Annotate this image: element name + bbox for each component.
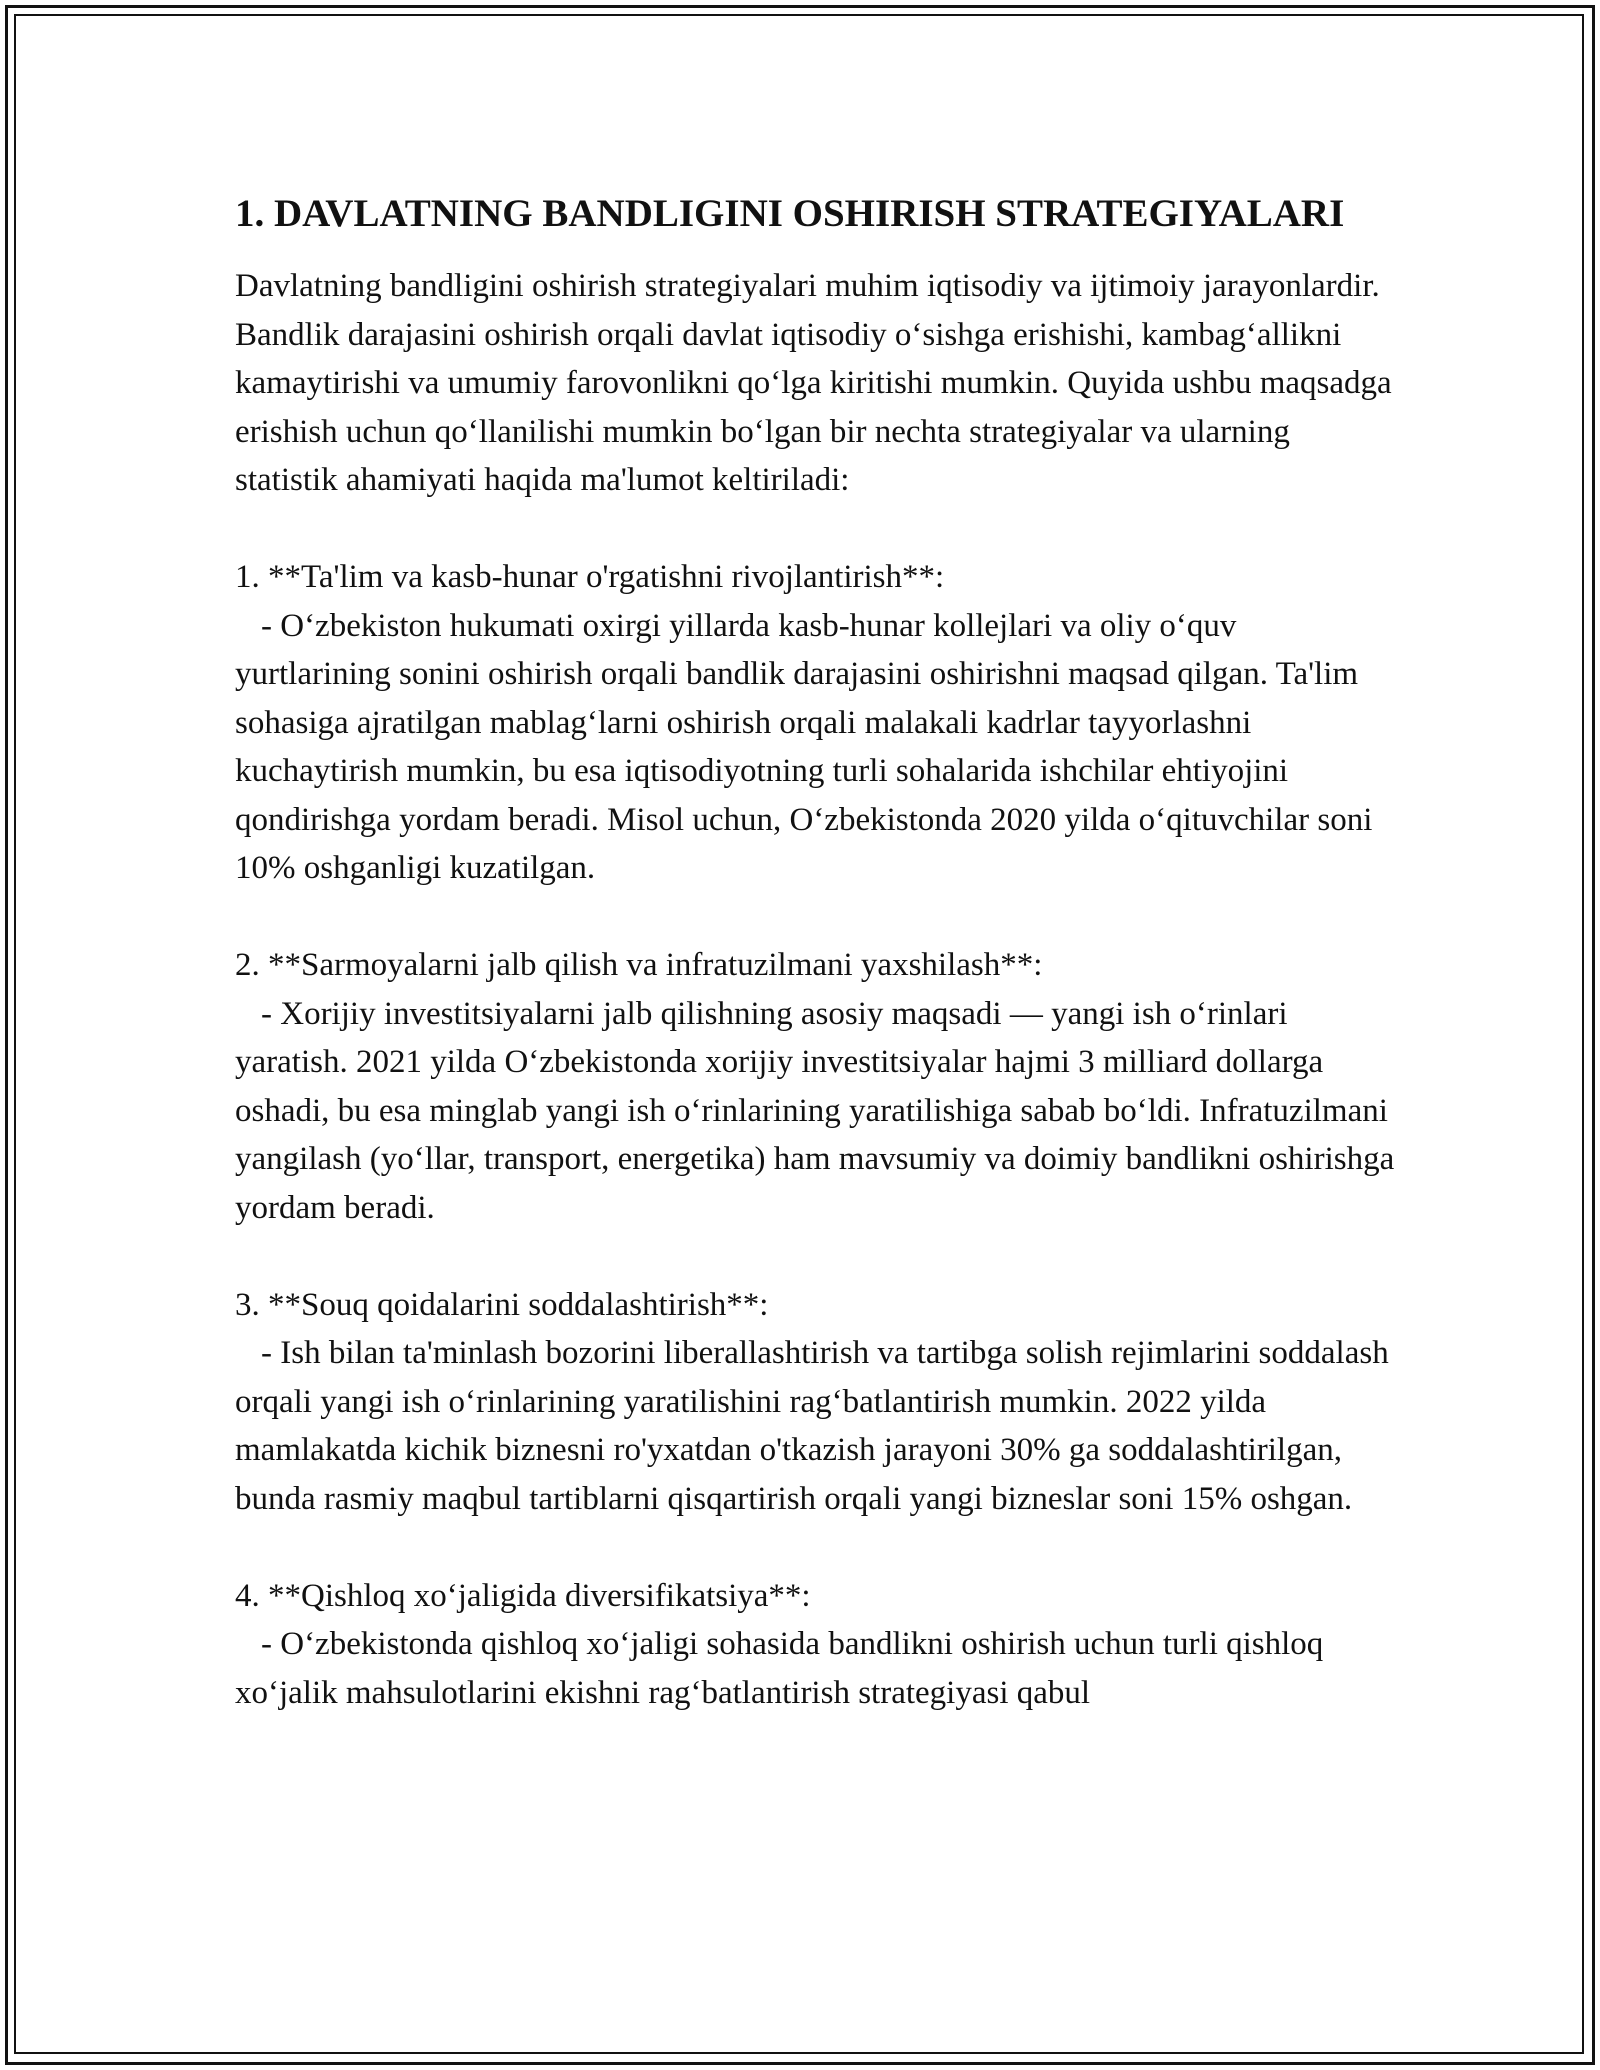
section-3 xyxy=(235,1281,1395,1524)
section-1 xyxy=(235,553,1395,893)
section-body: - Xorijiy investitsiyalarni jalb qilishning asosiy maqsadi — yangi ish o‘rinlari yaratish. 2021 yilda O‘zbekistonda xorijiy investitsiyalar hajmi 3 milliard dollarga oshadi, bu esa minglab yangi ish o‘rinlarining yaratilishiga sabab bo‘ldi. Infratuzilmani yangilash (yo‘llar, transport, energetika) ham mavsumiy va doimiy bandlikni oshirishga yordam beradi. xyxy=(235,995,1395,1226)
section-heading: 1. **Ta'lim va kasb-hunar o'rgatishni rivojlantirish**: xyxy=(235,559,945,595)
paragraph-gap xyxy=(235,1232,1395,1281)
section-body: - Ish bilan ta'minlash bozorini liberallashtirish va tartibga solish rejimlarini soddalash orqali yangi ish o‘rinlarining yaratilishini rag‘batlantirish mumkin. 2022 yilda mamlakatda kichik biznesni ro'yxatdan o'tkazish jarayoni 30% ga soddalashtirilgan, bunda rasmiy maqbul tartiblarni qisqartirish orqali yangi bizneslar soni 15% oshgan. xyxy=(235,1335,1389,1517)
intro-paragraph: Davlatning bandligini oshirish strategiyalari muhim iqtisodiy va ijtimoiy jarayonlardir. Bandlik darajasini oshirish orqali davlat iqtisodiy o‘sishga erishishi, kambag‘allikni kamaytirishi va umumiy farovonlikni qo‘lga kiritishi mumkin. Quyida ushbu maqsadga erishish uchun qo‘llanilishi mumkin bo‘lgan bir nechta strategiyalar va ularning statistik ahamiyati haqida ma'lumot keltiriladi: xyxy=(235,268,1400,498)
section-heading: 2. **Sarmoyalarni jalb qilish va infratuzilmani yaxshilash**: xyxy=(235,947,1043,983)
paragraph-gap xyxy=(235,1523,1395,1572)
document-title: 1. DAVLATNING BANDLIGINI OSHIRISH STRATEGIYALARI xyxy=(235,192,1345,235)
paragraph-gap xyxy=(235,505,1395,554)
section-body: - O‘zbekistonda qishloq xo‘jaligi sohasida bandlikni oshirish uchun turli qishloq xo‘jalik mahsulotlarini ekishni rag‘batlantirish strategiyasi qabul xyxy=(235,1626,1324,1711)
section-heading: 3. **Souq qoidalarini soddalashtirish**: xyxy=(235,1286,769,1323)
document-body xyxy=(235,186,1400,1717)
section-body: - O‘zbekiston hukumati oxirgi yillarda kasb-hunar kollejlari va oliy o‘quv yurtlarining sonini oshirish orqali bandlik darajasini oshirishni maqsad qilgan. Ta'lim sohasiga ajratilgan mablag‘larni oshirish orqali malakali kadrlar tayyorlashni kuchaytirish mumkin, bu esa iqtisodiyotning turli sohalarida ishchilar ehtiyojini qondirishga yordam beradi. Misol uchun, O‘zbekistonda 2020 yilda o‘qituvchilar soni 10% oshganligi kuzatilgan. xyxy=(235,607,1373,886)
section-2 xyxy=(235,941,1395,1232)
section-heading: 4. **Qishloq xo‘jaligida diversifikatsiya**: xyxy=(235,1577,811,1614)
section-4 xyxy=(235,1572,1395,1718)
paragraph-gap xyxy=(235,893,1395,942)
